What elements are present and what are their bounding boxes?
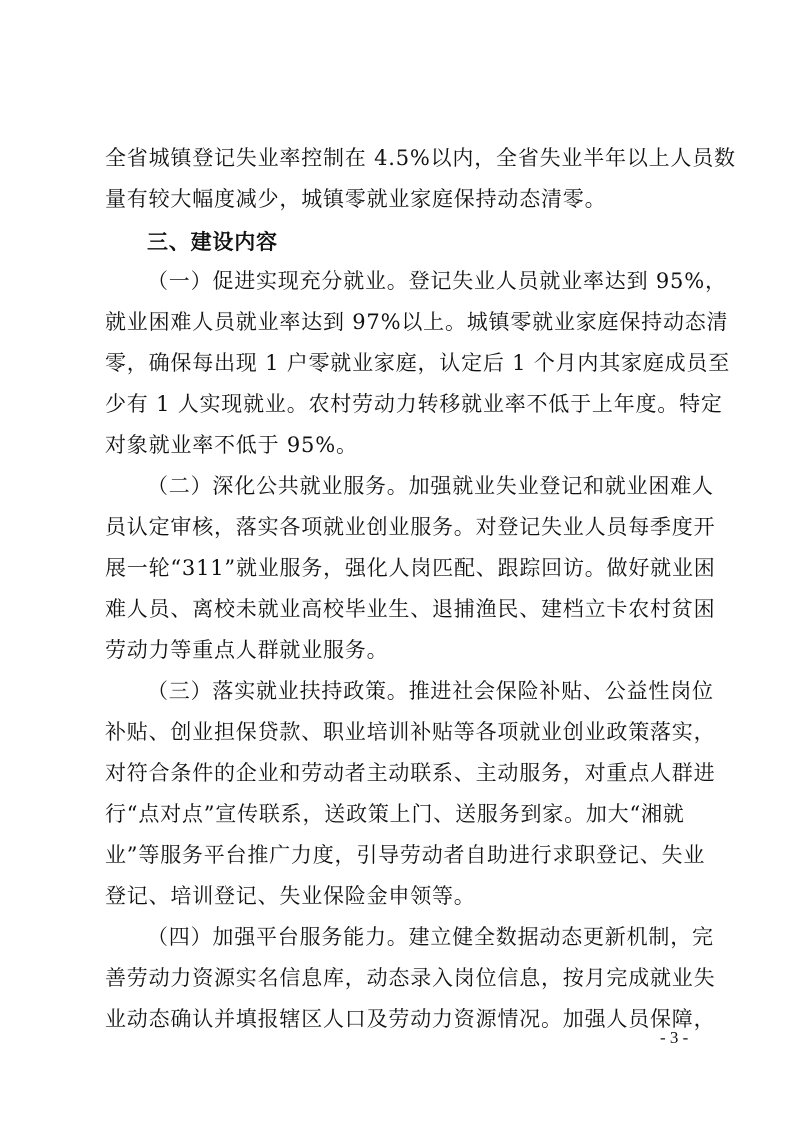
- text-line: 就业困难人员就业率达到 97%以上。城镇零就业家庭保持动态清: [105, 310, 729, 334]
- page-number: - 3 -: [660, 1028, 689, 1047]
- text-line: （二）深化公共就业服务。加强就业失业登记和就业困难人: [147, 474, 714, 498]
- text-line: 员认定审核，落实各项就业创业服务。对登记失业人员每季度开: [105, 515, 716, 539]
- text-line: 对符合条件的企业和劳动者主动联系、主动服务，对重点人群进: [105, 761, 716, 785]
- text-line: 难人员、离校未就业高校毕业生、退捕渔民、建档立卡农村贫困: [105, 597, 716, 621]
- text-line: （四）加强平台服务能力。建立健全数据动态更新机制，完: [147, 925, 714, 949]
- section-heading: 三、建设内容: [147, 230, 278, 254]
- text-line: 补贴、创业担保贷款、职业培训补贴等各项就业创业政策落实，: [105, 720, 716, 744]
- text-line: 业”等服务平台推广力度，引导劳动者自助进行求职登记、失业: [105, 843, 706, 867]
- text-line: 善劳动力资源实名信息库，动态录入岗位信息，按月完成就业失: [105, 966, 716, 990]
- text-line: 登记、培训登记、失业保险金申领等。: [105, 884, 476, 908]
- text-line: （三）落实就业扶持政策。推进社会保险补贴、公益性岗位: [147, 679, 714, 703]
- text-line: 量有较大幅度减少，城镇零就业家庭保持动态清零。: [105, 187, 607, 211]
- text-line: 全省城镇登记失业率控制在 4.5%以内，全省失业半年以上人员数: [105, 146, 736, 170]
- text-line: （一）促进实现充分就业。登记失业人员就业率达到 95%，: [147, 269, 727, 293]
- text-line: 劳动力等重点人群就业服务。: [105, 638, 389, 662]
- text-line: 展一轮“311”就业服务，强化人岗匹配、跟踪回访。做好就业困: [105, 556, 716, 580]
- text-line: 少有 1 人实现就业。农村劳动力转移就业率不低于上年度。特定: [105, 392, 723, 416]
- text-line: 业动态确认并填报辖区人口及劳动力资源情况。加强人员保障，: [105, 1007, 716, 1031]
- text-line: 对象就业率不低于 95%。: [105, 433, 358, 457]
- text-line: 行“点对点”宣传联系，送政策上门、送服务到家。加大“湘就: [105, 802, 685, 826]
- text-line: 零，确保每出现 1 户零就业家庭，认定后 1 个月内其家庭成员至: [105, 351, 731, 375]
